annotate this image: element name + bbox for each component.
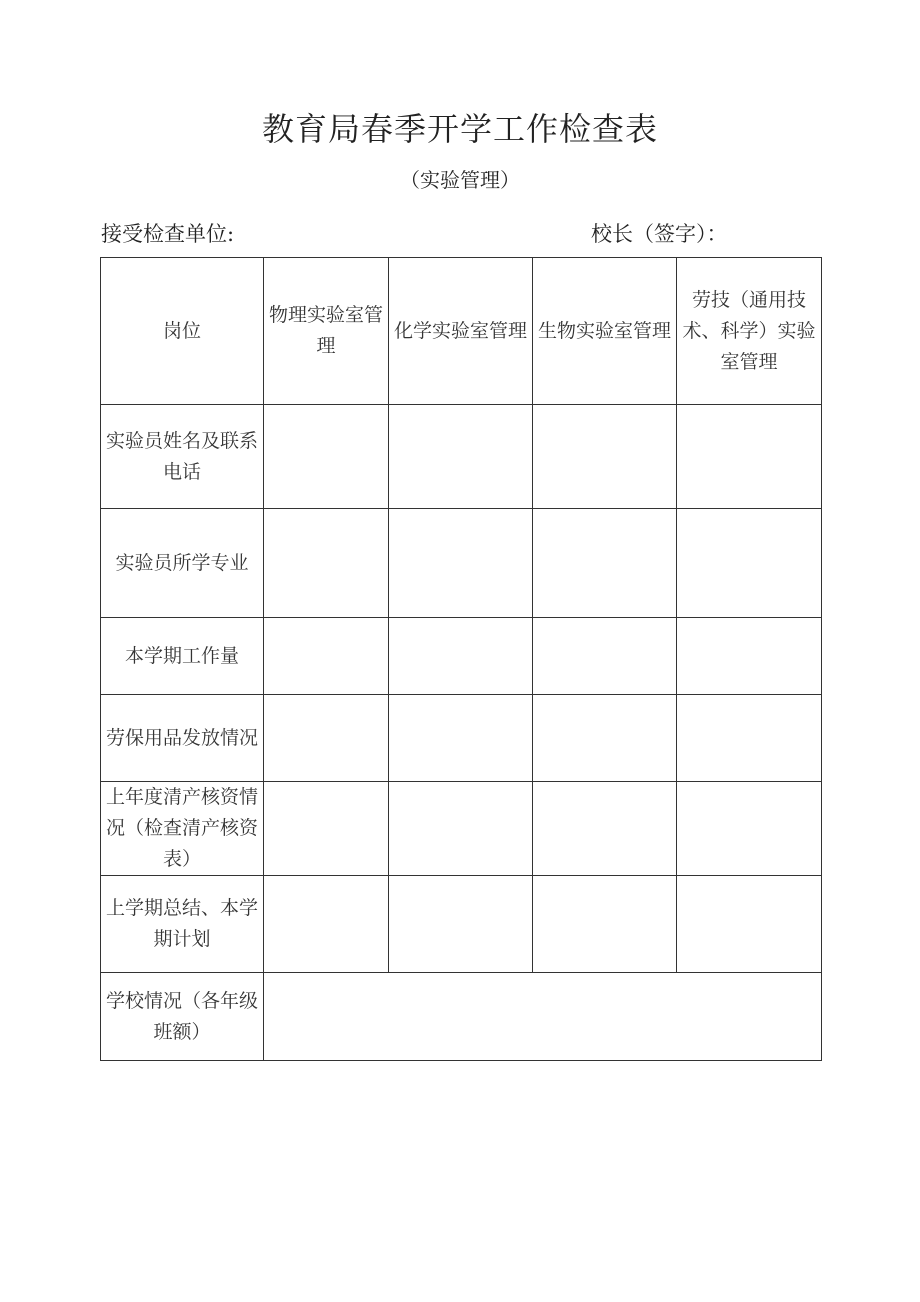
- table-cell[interactable]: [533, 405, 677, 509]
- table-row: [101, 876, 822, 973]
- row-label-summary-plan: 上学期总结、本学期计划: [101, 876, 264, 973]
- table-cell[interactable]: [533, 782, 677, 876]
- table-cell[interactable]: [533, 509, 677, 618]
- column-header-position: 岗位: [101, 258, 264, 405]
- table-cell[interactable]: [389, 782, 533, 876]
- principal-sign-label: 校长（签字）：: [591, 222, 728, 246]
- table-cell[interactable]: [533, 695, 677, 782]
- table-cell[interactable]: [677, 618, 822, 695]
- table-cell[interactable]: [533, 876, 677, 973]
- table-cell[interactable]: [677, 695, 822, 782]
- column-header-physics-lab: 物理实验室管理: [264, 258, 389, 405]
- table-row: [101, 782, 822, 876]
- table-cell[interactable]: [389, 618, 533, 695]
- row-label-lab-staff-major: 实验员所学专业: [101, 509, 264, 618]
- table-row: [101, 405, 822, 509]
- column-header-labor-tech-lab: 劳技（通用技术、科学）实验室管理: [677, 258, 822, 405]
- inspected-unit-label: 接受检查单位:: [101, 222, 235, 246]
- table-cell[interactable]: [264, 695, 389, 782]
- table-row: [101, 973, 822, 1061]
- table-row: [101, 695, 822, 782]
- table-cell[interactable]: [677, 782, 822, 876]
- table-cell-merged[interactable]: [264, 973, 822, 1061]
- table-cell[interactable]: [264, 618, 389, 695]
- table-cell[interactable]: [677, 876, 822, 973]
- row-label-protective-supplies: 劳保用品发放情况: [101, 695, 264, 782]
- page-subtitle: （实验管理）: [400, 168, 520, 192]
- table-cell[interactable]: [389, 695, 533, 782]
- row-label-school-class-size: 学校情况（各年级班额）: [101, 973, 264, 1061]
- inspection-table: [100, 257, 822, 1061]
- row-label-lab-staff-name-phone: 实验员姓名及联系电话: [101, 405, 264, 509]
- page-title: 教育局春季开学工作检查表: [261, 110, 658, 148]
- table-cell[interactable]: [389, 405, 533, 509]
- table-row: [101, 509, 822, 618]
- table-cell[interactable]: [264, 782, 389, 876]
- table-cell[interactable]: [264, 509, 389, 618]
- table-cell[interactable]: [389, 509, 533, 618]
- table-cell[interactable]: [677, 509, 822, 618]
- table-cell[interactable]: [677, 405, 822, 509]
- table-cell[interactable]: [264, 876, 389, 973]
- table-cell[interactable]: [389, 876, 533, 973]
- table-cell[interactable]: [533, 618, 677, 695]
- row-label-workload: 本学期工作量: [101, 618, 264, 695]
- header-row: [101, 258, 822, 405]
- table-row: [101, 618, 822, 695]
- column-header-chemistry-lab: 化学实验室管理: [389, 258, 533, 405]
- row-label-asset-inventory: 上年度清产核资情况（检查清产核资表）: [101, 782, 264, 876]
- table-cell[interactable]: [264, 405, 389, 509]
- column-header-biology-lab: 生物实验室管理: [533, 258, 677, 405]
